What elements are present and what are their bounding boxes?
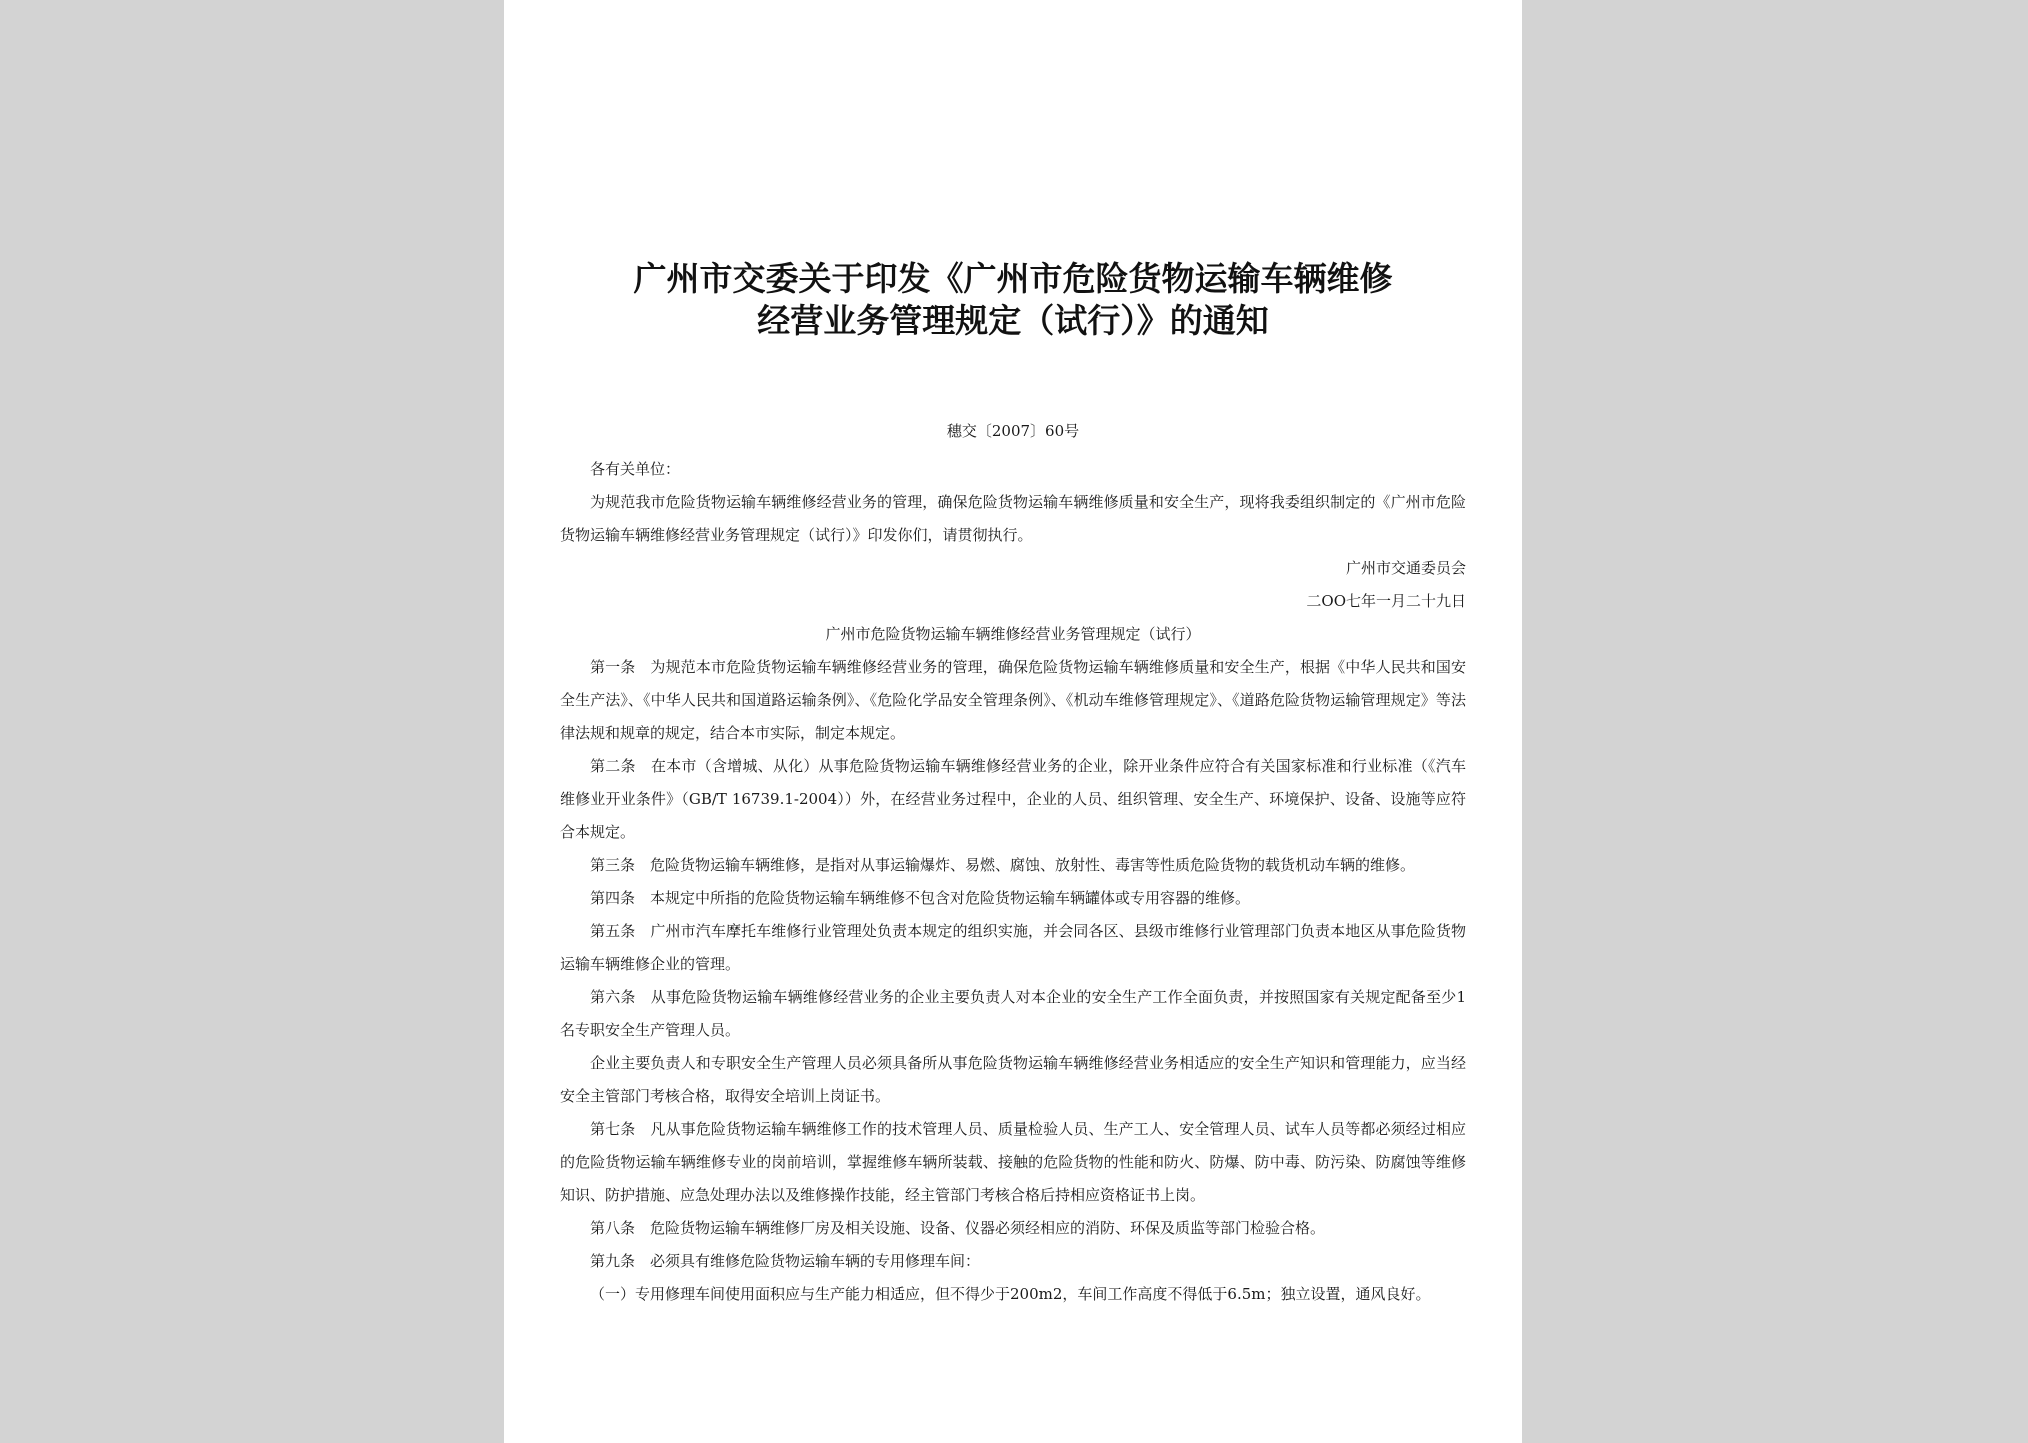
issue-date: 二ΟΟ七年一月二十九日 [1306,592,1466,610]
article-4: 第四条 本规定中所指的危险货物运输车辆维修不包含对危险货物运输车辆罐体或专用容器的维修。 [590,889,1251,907]
article-6-continued: 企业主要负责人和专职安全生产管理人员必须具备所从事危险货物运输车辆维修经营业务相适应的安全生产知识和管理能力，应当经安全主管部门考核合格，取得安全培训上岗证书。 [560,1054,1466,1105]
salutation: 各有关单位： [590,460,681,478]
article-9-item-1: （一）专用修理车间使用面积应与生产能力相适应，但不得少于200m2，车间工作高度不得低于6.5m；独立设置，通风良好。 [590,1285,1431,1303]
article-3: 第三条 危险货物运输车辆维修，是指对从事运输爆炸、易燃、腐蚀、放射性、毒害等性质危险货物的载货机动车辆的维修。 [590,856,1416,874]
regulation-title: 广州市危险货物运输车辆维修经营业务管理规定（试行） [825,625,1201,643]
issuer: 广州市交通委员会 [1345,559,1466,577]
article-1: 第一条 为规范本市危险货物运输车辆维修经营业务的管理，确保危险货物运输车辆维修质量和安全生产，根据《中华人民共和国安全生产法》、《中华人民共和国道路运输条例》、《危险化学品安全管理条例》、《机动车维修管理规定》、《道路危险货物运输管理规定》等法律法规和规章的规定，结合本市实际，制定本规定。 [560,658,1466,742]
document-number: 穗交〔2007〕60号 [946,422,1080,440]
article-9: 第九条 必须具有维修危险货物运输车辆的专用修理车间： [590,1252,981,1270]
document-page [504,0,1522,1443]
title-line-2: 经营业务管理规定（试行）》的通知 [757,301,1269,340]
article-2: 第二条 在本市（含增城、从化）从事危险货物运输车辆维修经营业务的企业，除开业条件应符合有关国家标准和行业标准（《汽车维修业开业条件》（GB/T 16739.1-2004））外，在经营业务过程中，企业的人员、组织管理、安全生产、环境保护、设备、设施等应符合本规定。 [560,757,1466,841]
document-title [504,258,1522,342]
article-5: 第五条 广州市汽车摩托车维修行业管理处负责本规定的组织实施，并会同各区、县级市维修行业管理部门负责本地区从事危险货物运输车辆维修企业的管理。 [560,922,1466,973]
article-7: 第七条 凡从事危险货物运输车辆维修工作的技术管理人员、质量检验人员、生产工人、安全管理人员、试车人员等都必须经过相应的危险货物运输车辆维修专业的岗前培训，掌握维修车辆所装载、接触的危险货物的性能和防火、防爆、防中毒、防污染、防腐蚀等维修知识、防护措施、应急处理办法以及维修操作技能，经主管部门考核合格后持相应资格证书上岗。 [560,1120,1466,1204]
article-6: 第六条 从事危险货物运输车辆维修经营业务的企业主要负责人对本企业的安全生产工作全面负责，并按照国家有关规定配备至少1名专职安全生产管理人员。 [560,988,1466,1039]
article-8: 第八条 危险货物运输车辆维修厂房及相关设施、设备、仪器必须经相应的消防、环保及质监等部门检验合格。 [590,1219,1326,1237]
title-line-1: 广州市交委关于印发《广州市危险货物运输车辆维修 [633,259,1393,298]
intro-paragraph: 为规范我市危险货物运输车辆维修经营业务的管理，确保危险货物运输车辆维修质量和安全生产，现将我委组织制定的《广州市危险货物运输车辆维修经营业务管理规定（试行）》印发你们，请贯彻执行。 [560,493,1466,544]
document-body [560,453,1466,1311]
